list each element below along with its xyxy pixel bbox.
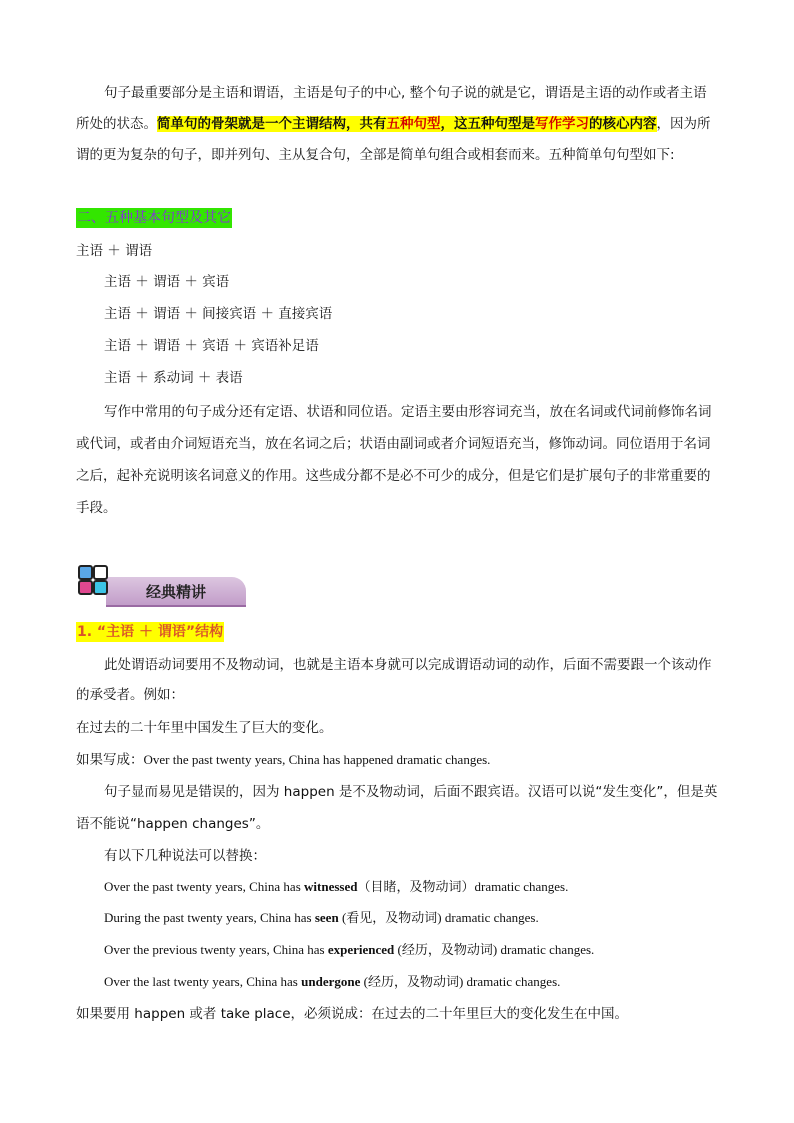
final-line: 如果要用 happen 或者 take place，必须说成：在过去的二十年里巨大的变化发生在中国。 <box>76 1006 629 1022</box>
subsection-heading: 1. “主语 ＋ 谓语”结构 <box>77 624 224 640</box>
alternative-sentence <box>104 877 568 897</box>
banner-label: 经典精讲 <box>146 583 207 601</box>
alternative-sentence <box>104 908 539 928</box>
alt-pre: Over the previous twenty years, China has <box>104 942 328 957</box>
alt-note: (经历，及物动词) <box>394 942 501 957</box>
alternative-sentence <box>104 940 594 960</box>
highlight-these-patterns: ，这五种句型是 <box>440 116 535 132</box>
alt-note: (经历，及物动词) <box>360 974 467 989</box>
intro-text-a: 句子最重要部分是主语和谓语，主语是句子的中心, 整个句子说的就是它，谓语是主语的动作或者主语所处的状态。 <box>76 85 707 132</box>
intro-paragraph <box>76 78 718 171</box>
alt-verb: witnessed <box>304 879 358 894</box>
wrong-example-line <box>76 750 490 770</box>
highlight-core-content: 的核心内容 <box>589 116 657 132</box>
intro-text-b: ，因为所谓的更为复杂的句子，即并列句、主从复合句，全部是简单句组合或相套而来。五种简单句句型如下: <box>76 116 711 163</box>
alt-post: dramatic changes. <box>444 910 539 925</box>
wrong-prefix: 如果写成： <box>76 752 144 768</box>
example-chinese: 在过去的二十年里中国发生了巨大的变化。 <box>76 720 333 736</box>
banner-square-icon <box>93 580 108 595</box>
pattern-line: 主语 ＋ 谓语 ＋ 宾语 <box>104 274 230 290</box>
banner-square-icon <box>78 580 93 595</box>
pattern-line: 主语 ＋ 系动词 ＋ 表语 <box>104 370 243 386</box>
alt-note: (看见，及物动词) <box>338 910 445 925</box>
alt-verb: seen <box>314 910 339 925</box>
alt-pre: Over the last twenty years, China has <box>104 974 302 989</box>
highlight-skeleton: 简单句的骨架就是一个主谓结构，共有 <box>157 116 387 132</box>
wrong-sentence: Over the past twenty years, China has happened dramatic changes. <box>143 752 491 767</box>
subsection-paragraph: 此处谓语动词要用不及物动词，也就是主语本身就可以完成谓语动词的动作，后面不需要跟一个该动作的承受者。例如： <box>76 657 712 703</box>
alt-pre: During the past twenty years, China has <box>104 910 315 925</box>
pattern-line: 主语 ＋ 谓语 ＋ 宾语 ＋ 宾语补足语 <box>104 338 319 354</box>
section-banner <box>76 562 246 606</box>
alt-post: dramatic changes. <box>500 942 595 957</box>
highlight-five-patterns: 五种句型 <box>386 116 441 132</box>
pattern-line: 主语 ＋ 谓语 ＋ 间接宾语 ＋ 直接宾语 <box>104 306 333 322</box>
banner-square-icon <box>93 565 108 580</box>
highlight-writing-study: 写作学习 <box>535 116 589 132</box>
alt-verb: undergone <box>301 974 361 989</box>
section-heading: 二、五种基本句型及其它 <box>77 210 231 226</box>
alt-post: dramatic changes. <box>466 974 561 989</box>
components-paragraph: 写作中常用的句子成分还有定语、状语和同位语。定语主要由形容词充当，放在名词或代词前修饰名词或代词，或者由介词短语充当，放在名词之后；状语由副词或者介词短语充当，修饰动词。同位语用于名词之后，起补充说明该名词意义的作用。这些成分都不是必不可少的成分，但是它们是扩展句子的非常重要的手段。 <box>76 404 712 516</box>
pattern-line: 主语 ＋ 谓语 <box>76 243 153 259</box>
alt-post: dramatic changes. <box>474 879 569 894</box>
explanation-paragraph: 句子显而易见是错误的，因为 happen 是不及物动词，后面不跟宾语。汉语可以说“发生变化”，但是英语不能说“happen changes”。 <box>76 784 718 832</box>
alternatives-intro: 有以下几种说法可以替换： <box>104 848 266 864</box>
alt-verb: experienced <box>327 942 395 957</box>
banner-square-icon <box>78 565 93 580</box>
alt-pre: Over the past twenty years, China has <box>104 879 305 894</box>
alt-note: （目睹，及物动词） <box>357 879 475 894</box>
alternative-sentence <box>104 972 560 992</box>
